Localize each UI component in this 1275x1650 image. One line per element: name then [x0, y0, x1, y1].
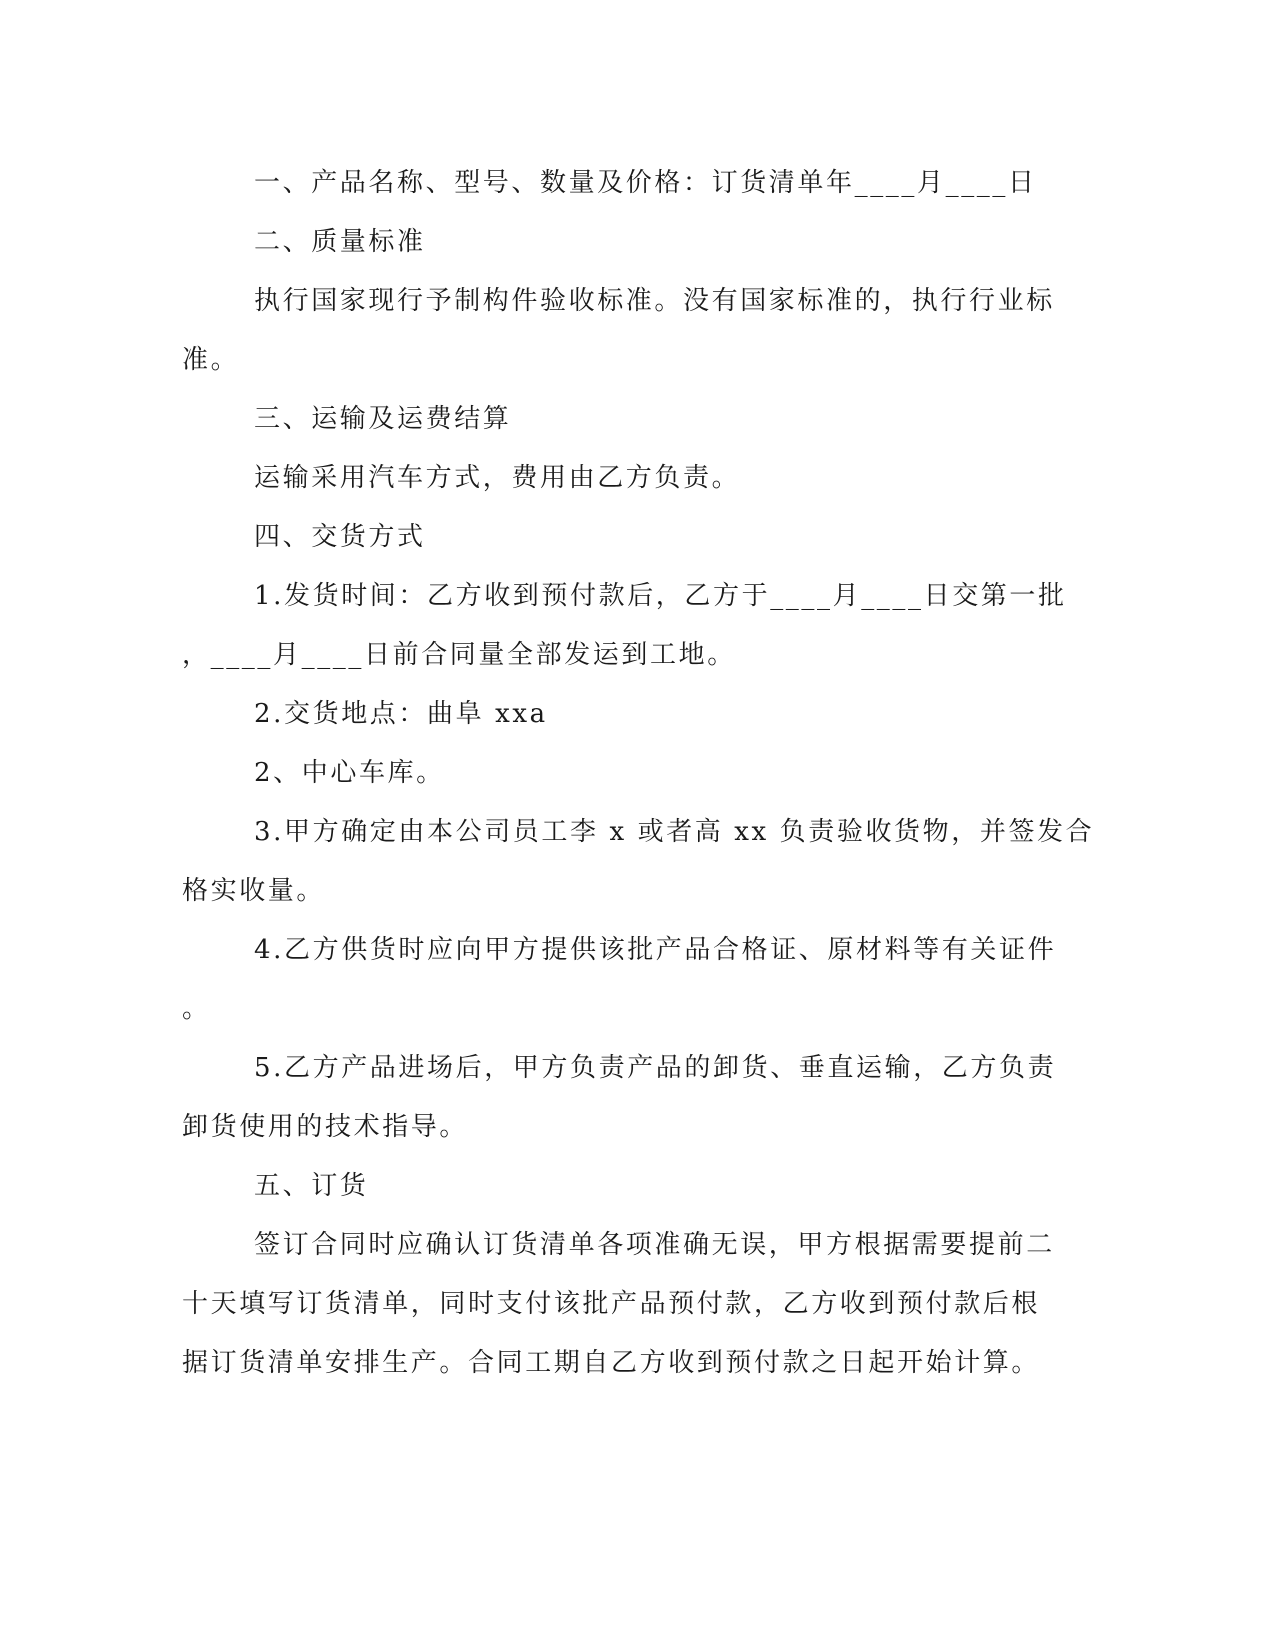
- section-heading-order: 五、订货: [254, 1171, 369, 1201]
- paragraph-line: 2、中心车库。: [254, 758, 445, 788]
- paragraph-line: 1.发货时间：乙方收到预付款后，乙方于____月____日交第一批: [254, 581, 1067, 611]
- section-heading-delivery: 四、交货方式: [254, 522, 426, 552]
- paragraph-line: 5.乙方产品进场后，甲方负责产品的卸货、垂直运输，乙方负责: [254, 1053, 1057, 1083]
- paragraph-line: 4.乙方供货时应向甲方提供该批产品合格证、原材料等有关证件: [254, 935, 1057, 965]
- section-heading-product: 一、产品名称、型号、数量及价格：订货清单年____月____日: [254, 168, 1037, 198]
- paragraph-line: 2.交货地点：曲阜 xxa: [254, 699, 548, 729]
- paragraph-line: 格实收量。: [182, 876, 326, 906]
- paragraph-line: 运输采用汽车方式，费用由乙方负责。: [254, 463, 741, 493]
- section-heading-transport: 三、运输及运费结算: [254, 404, 512, 434]
- paragraph-line: 卸货使用的技术指导。: [182, 1112, 469, 1142]
- paragraph-line: 3.甲方确定由本公司员工李 x 或者高 xx 负责验收货物，并签发合: [254, 817, 1095, 847]
- paragraph-line: 据订货清单安排生产。合同工期自乙方收到预付款之日起开始计算。: [182, 1348, 1041, 1378]
- paragraph-line: 准。: [182, 345, 240, 375]
- paragraph-line: 签订合同时应确认订货清单各项准确无误，甲方根据需要提前二: [254, 1230, 1055, 1260]
- section-heading-quality: 二、质量标准: [254, 227, 426, 257]
- paragraph-line: 执行国家现行予制构件验收标准。没有国家标准的，执行行业标: [254, 286, 1055, 316]
- paragraph-line: 。: [182, 994, 211, 1024]
- paragraph-line: 十天填写订货清单，同时支付该批产品预付款，乙方收到预付款后根: [182, 1289, 1041, 1319]
- document-body: [182, 160, 1095, 1399]
- paragraph-line: ，____月____日前合同量全部发运到工地。: [182, 640, 736, 670]
